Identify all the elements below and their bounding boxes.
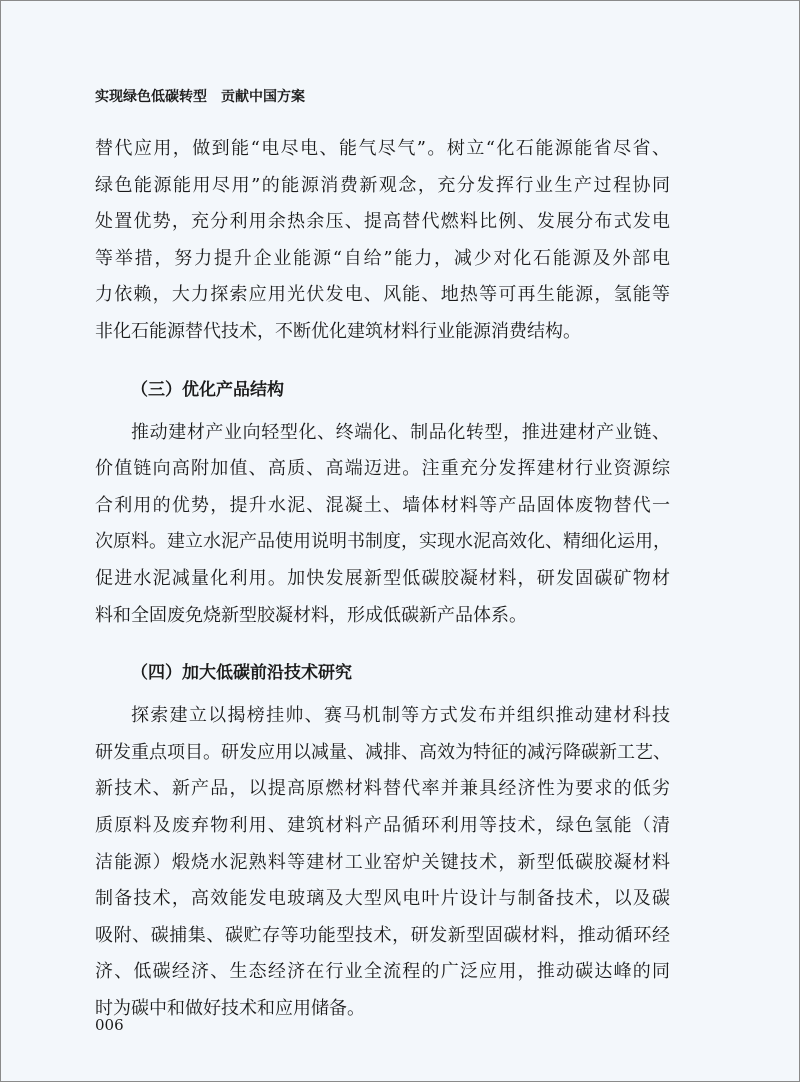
paragraph-energy-substitution	[95, 131, 670, 351]
paragraph-line: 料和全固废免烧新型胶凝材料，形成低碳新产品体系。	[95, 604, 527, 626]
paragraph-line: 非化石能源替代技术，不断优化建筑材料行业能源消费结构。	[95, 320, 581, 342]
paragraph-line: 推动建材产业向轻型化、终端化、制品化转型，推进建材产业链、	[131, 421, 670, 443]
page-number: 006	[95, 1016, 124, 1034]
paragraph-line: 价值链向高附加值、高质、高端迈进。注重充分发挥建材行业资源综	[95, 458, 670, 480]
paragraph-line: 济、低碳经济、生态经济在行业全流程的广泛应用，推动碳达峰的同	[95, 961, 670, 983]
paragraph-product-structure	[95, 415, 670, 635]
paragraph-line: 合利用的优势，提升水泥、混凝土、墙体材料等产品固体废物替代一	[95, 494, 670, 516]
spacer	[95, 408, 670, 415]
paragraph-line: 力依赖，大力探索应用光伏发电、风能、地热等可再生能源，氢能等	[95, 284, 670, 306]
spacer	[95, 351, 670, 372]
paragraph-line: 等举措，努力提升企业能源“自给”能力，减少对化石能源及外部电	[95, 247, 670, 269]
running-header-subtitle: 贡献中国方案	[221, 89, 305, 105]
paragraph-line: 洁能源）煅烧水泥熟料等建材工业窑炉关键技术，新型低碳胶凝材料	[95, 851, 670, 873]
paragraph-line: 探索建立以揭榜挂帅、赛马机制等方式发布并组织推动建材科技	[131, 705, 670, 727]
page-body	[95, 131, 670, 1027]
paragraph-low-carbon-research	[95, 698, 670, 1027]
spacer	[95, 634, 670, 655]
paragraph-line: 替代应用，做到能“电尽电、能气尽气”。树立“化石能源能省尽省、	[95, 138, 670, 159]
paragraph-line: 制备技术，高效能发电玻璃及大型风电叶片设计与制备技术，以及碳	[95, 888, 670, 910]
paragraph-line: 处置优势，充分利用余热余压、提高替代燃料比例、发展分布式发电	[95, 211, 670, 233]
paragraph-line: 绿色能源能用尽用”的能源消费新观念，充分发挥行业生产过程协同	[95, 174, 670, 196]
paragraph-line: 吸附、碳捕集、碳贮存等功能型技术，研发新型固碳材料，推动循环经	[95, 924, 670, 946]
paragraph-line: 促进水泥减量化利用。加快发展新型低碳胶凝材料，研发固碳矿物材	[95, 567, 670, 589]
paragraph-line: 次原料。建立水泥产品使用说明书制度，实现水泥高效化、精细化运用，	[95, 531, 671, 553]
paragraph-line: 时为碳中和做好技术和应用储备。	[95, 997, 365, 1019]
paragraph-line: 研发重点项目。研发应用以减量、减排、高效为特征的减污降碳新工艺、	[95, 741, 671, 763]
paragraph-line: 新技术、新产品，以提高原燃材料替代率并兼具经济性为要求的低劣	[95, 778, 670, 800]
running-header	[95, 87, 305, 107]
spacer	[95, 691, 670, 698]
section-heading-4: （四）加大低碳前沿技术研究	[131, 663, 352, 684]
paragraph-line: 质原料及废弃物利用、建筑材料产品循环利用等技术，绿色氢能（清	[95, 814, 670, 836]
running-header-title: 实现绿色低碳转型	[95, 89, 207, 105]
section-heading-3: （三）优化产品结构	[131, 379, 284, 400]
